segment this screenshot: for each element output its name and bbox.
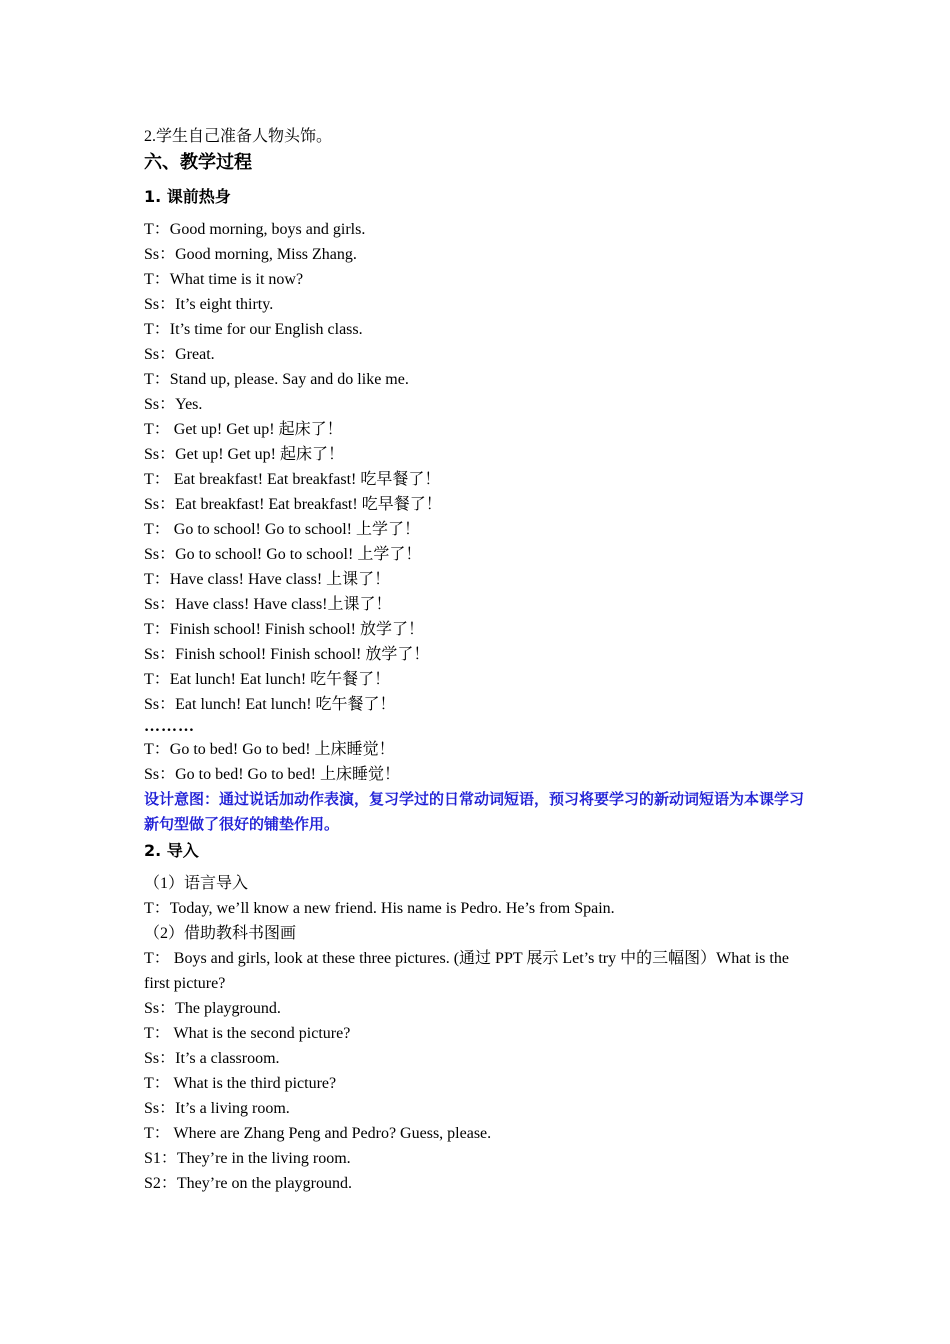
dialogue-line: Ss：Get up! Get up! 起床了！ bbox=[144, 446, 344, 463]
dialogue-line: T：Good morning, boys and girls. bbox=[144, 221, 366, 238]
dialogue-line: Ss：Have class! Have class!上课了！ bbox=[144, 596, 392, 613]
ellipsis: ……… bbox=[144, 718, 195, 735]
dialogue-line: Ss：It’s a living room. bbox=[144, 1100, 290, 1117]
dialogue-line: Ss：Go to bed! Go to bed! 上床睡觉！ bbox=[144, 766, 400, 783]
dialogue-line: T：Go to bed! Go to bed! 上床睡觉！ bbox=[144, 741, 395, 758]
dialogue-line: T：Finish school! Finish school! 放学了！ bbox=[144, 621, 425, 638]
part1-title: 1. 课前热身 bbox=[144, 187, 231, 206]
dialogue-line: Ss：Good morning, Miss Zhang. bbox=[144, 246, 357, 263]
dialogue-line: Ss：It’s a classroom. bbox=[144, 1050, 280, 1067]
dialogue-line: T：Stand up, please. Say and do like me. bbox=[144, 371, 409, 388]
dialogue-line: Ss：Finish school! Finish school! 放学了！ bbox=[144, 646, 430, 663]
intro-section bbox=[144, 871, 814, 1196]
prep-item: 2.学生自己准备人物头饰。 bbox=[144, 128, 333, 145]
dialogue-line: Ss：Eat breakfast! Eat breakfast! 吃早餐了！ bbox=[144, 496, 442, 513]
dialogue-line: Ss：The playground. bbox=[144, 1000, 281, 1017]
dialogue-line: T： Boys and girls, look at these three pictures. (通过 PPT 展示 Let’s try 中的三幅图）What is the first picture? bbox=[144, 950, 789, 992]
section-title: 六、教学过程 bbox=[144, 152, 252, 173]
dialogue-line: Ss：Great. bbox=[144, 346, 215, 363]
dialogue-line: S1：They’re in the living room. bbox=[144, 1150, 351, 1167]
dialogue-line: S2：They’re on the playground. bbox=[144, 1175, 352, 1192]
warmup-dialogue bbox=[144, 217, 814, 787]
design-intent: 设计意图：通过说话加动作表演，复习学过的日常动词短语，预习将要学习的新动词短语为本课学习新句型做了很好的铺垫作用。 bbox=[144, 790, 805, 833]
dialogue-line: T： Eat breakfast! Eat breakfast! 吃早餐了！ bbox=[144, 471, 441, 488]
dialogue-line: T： Where are Zhang Peng and Pedro? Guess, please. bbox=[144, 1125, 492, 1142]
dialogue-line: T： What is the second picture? bbox=[144, 1025, 351, 1042]
dialogue-line: T：What time is it now? bbox=[144, 271, 304, 288]
dialogue-line: Ss：It’s eight thirty. bbox=[144, 296, 274, 313]
dialogue-line: Ss：Yes. bbox=[144, 396, 203, 413]
document-page bbox=[144, 124, 814, 1196]
dialogue-line: T：It’s time for our English class. bbox=[144, 321, 363, 338]
dialogue-line: T： What is the third picture? bbox=[144, 1075, 337, 1092]
dialogue-line: Ss：Go to school! Go to school! 上学了！ bbox=[144, 546, 422, 563]
dialogue-line: T：Today, we’ll know a new friend. His name is Pedro. He’s from Spain. bbox=[144, 900, 615, 917]
intro-sub-heading: （1）语言导入 bbox=[144, 875, 249, 892]
dialogue-line: T：Have class! Have class! 上课了！ bbox=[144, 571, 391, 588]
dialogue-line: T： Get up! Get up! 起床了！ bbox=[144, 421, 343, 438]
dialogue-line: T： Go to school! Go to school! 上学了！ bbox=[144, 521, 420, 538]
intro-sub-heading: （2）借助教科书图画 bbox=[144, 925, 297, 942]
part2-title: 2. 导入 bbox=[144, 841, 199, 860]
dialogue-line: T：Eat lunch! Eat lunch! 吃午餐了！ bbox=[144, 671, 391, 688]
dialogue-line: Ss：Eat lunch! Eat lunch! 吃午餐了！ bbox=[144, 696, 396, 713]
